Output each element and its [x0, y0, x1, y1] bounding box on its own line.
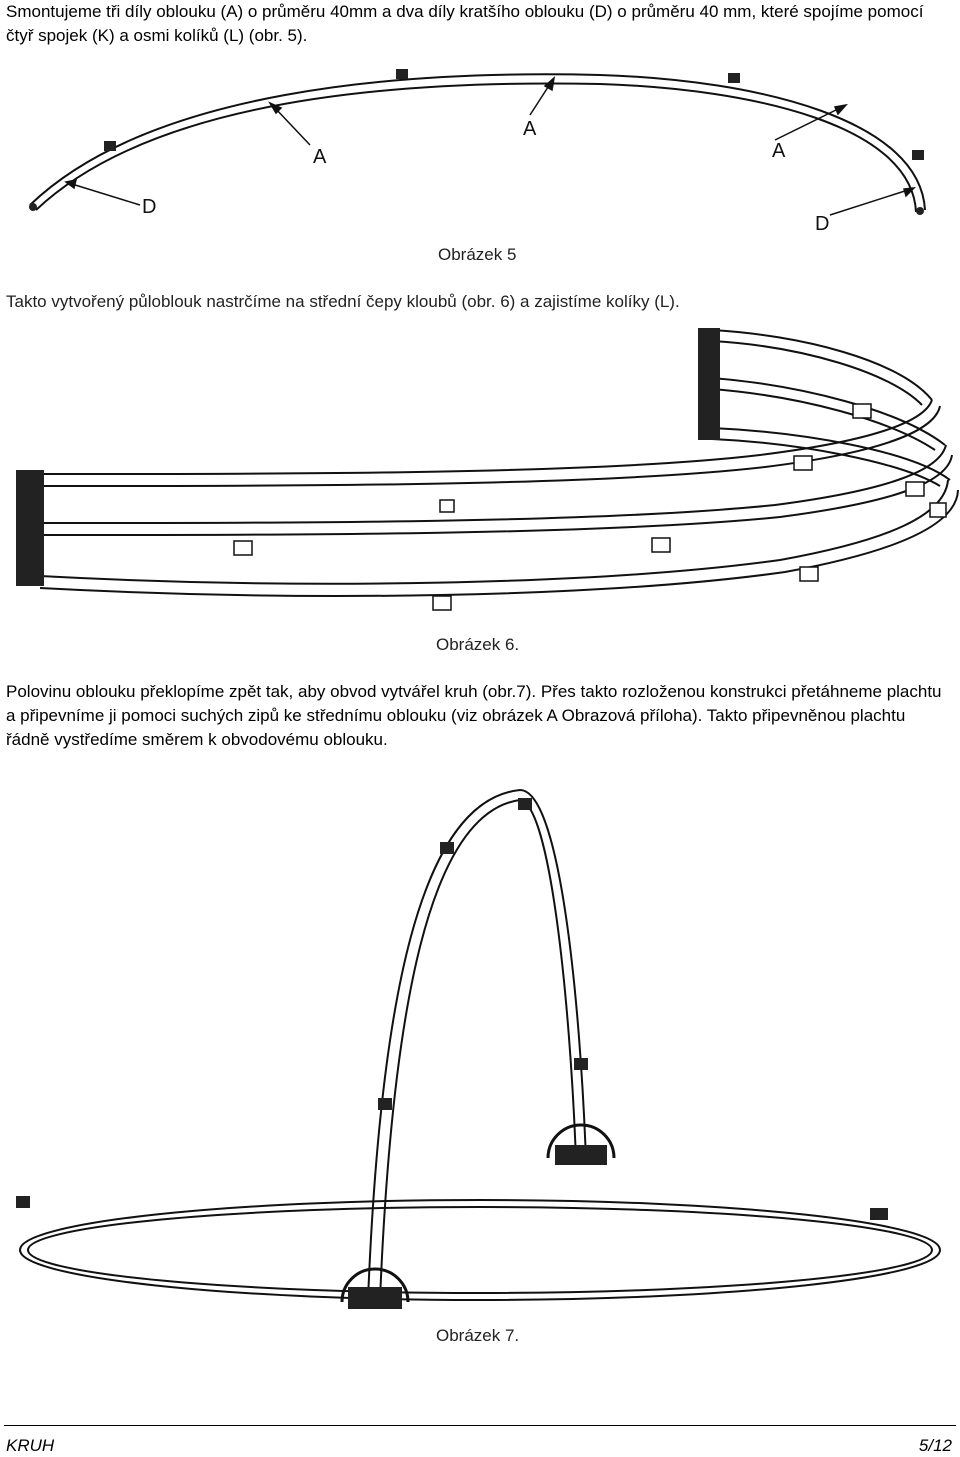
- joint-marker: [574, 1058, 588, 1070]
- joint-marker: [16, 1196, 30, 1208]
- joint-marker: [378, 1098, 392, 1110]
- step3-paragraph: Polovinu oblouku překlopíme zpět tak, aby obvod vytvářel kruh (obr.7). Přes takto rozloženou konstrukci přetáhneme plachtu a připevníme ji pomoci suchých zipů ke střednímu oblouku (viz obrázek A Obrazová příloha). Takto připevněnou plachtu řádně vystředíme směrem k obvodovému oblouku.: [6, 682, 942, 749]
- figure-5-caption: Obrázek 5: [438, 245, 517, 264]
- figure-6-caption: Obrázek 6.: [436, 635, 520, 654]
- hinge-right: [698, 328, 720, 440]
- joint-marker: [912, 150, 924, 160]
- joint-marker: [794, 456, 812, 470]
- joint-marker: [853, 404, 871, 418]
- joint-marker: [906, 482, 924, 496]
- arc-end-cap: [916, 207, 924, 215]
- figure-7-caption: Obrázek 7.: [436, 1326, 520, 1345]
- joint-marker: [930, 503, 946, 517]
- joint-marker: [800, 567, 818, 581]
- joint-markers: [29, 69, 924, 215]
- label-d-1: D: [142, 196, 157, 218]
- joint-marker: [234, 541, 252, 555]
- footer-page-number: 5/12: [918, 1436, 952, 1455]
- joint-marker: [440, 500, 454, 512]
- arc-end-cap: [29, 203, 37, 211]
- joint-marker: [440, 842, 454, 854]
- intro-paragraph: Smontujeme tři díly oblouku (A) o průměru 40mm a dva díly kratšího oblouku (D) o průměru 40 mm, které spojíme pomocí čtyř spojek (K) a osmi kolíků (L) (obr. 5).: [6, 2, 924, 45]
- hinge-back-block: [555, 1145, 607, 1165]
- joint-marker: [433, 596, 451, 610]
- joint-marker: [396, 69, 408, 79]
- label-d-2: D: [815, 213, 830, 235]
- figure-5-arc-diagram: [0, 60, 960, 240]
- joint-marker: [104, 141, 116, 151]
- label-a-2: A: [523, 118, 537, 140]
- joint-marker: [870, 1208, 888, 1220]
- figure-7-circle-arch-diagram: [0, 780, 960, 1310]
- hinge-front-block: [348, 1287, 402, 1309]
- joint-marker: [652, 538, 670, 552]
- step2-paragraph: Takto vytvořený půloblouk nastrčíme na střední čepy kloubů (obr. 6) a zajistíme kolíky (L).: [6, 292, 680, 311]
- footer-divider: [4, 1425, 956, 1426]
- label-a-1: A: [313, 146, 327, 168]
- figure-6-hinge-diagram: [0, 320, 960, 620]
- footer-title: KRUH: [6, 1436, 55, 1455]
- joint-marker: [518, 798, 532, 810]
- label-a-3: A: [772, 140, 786, 162]
- joint-marker: [728, 73, 740, 83]
- hinge-left: [16, 470, 44, 586]
